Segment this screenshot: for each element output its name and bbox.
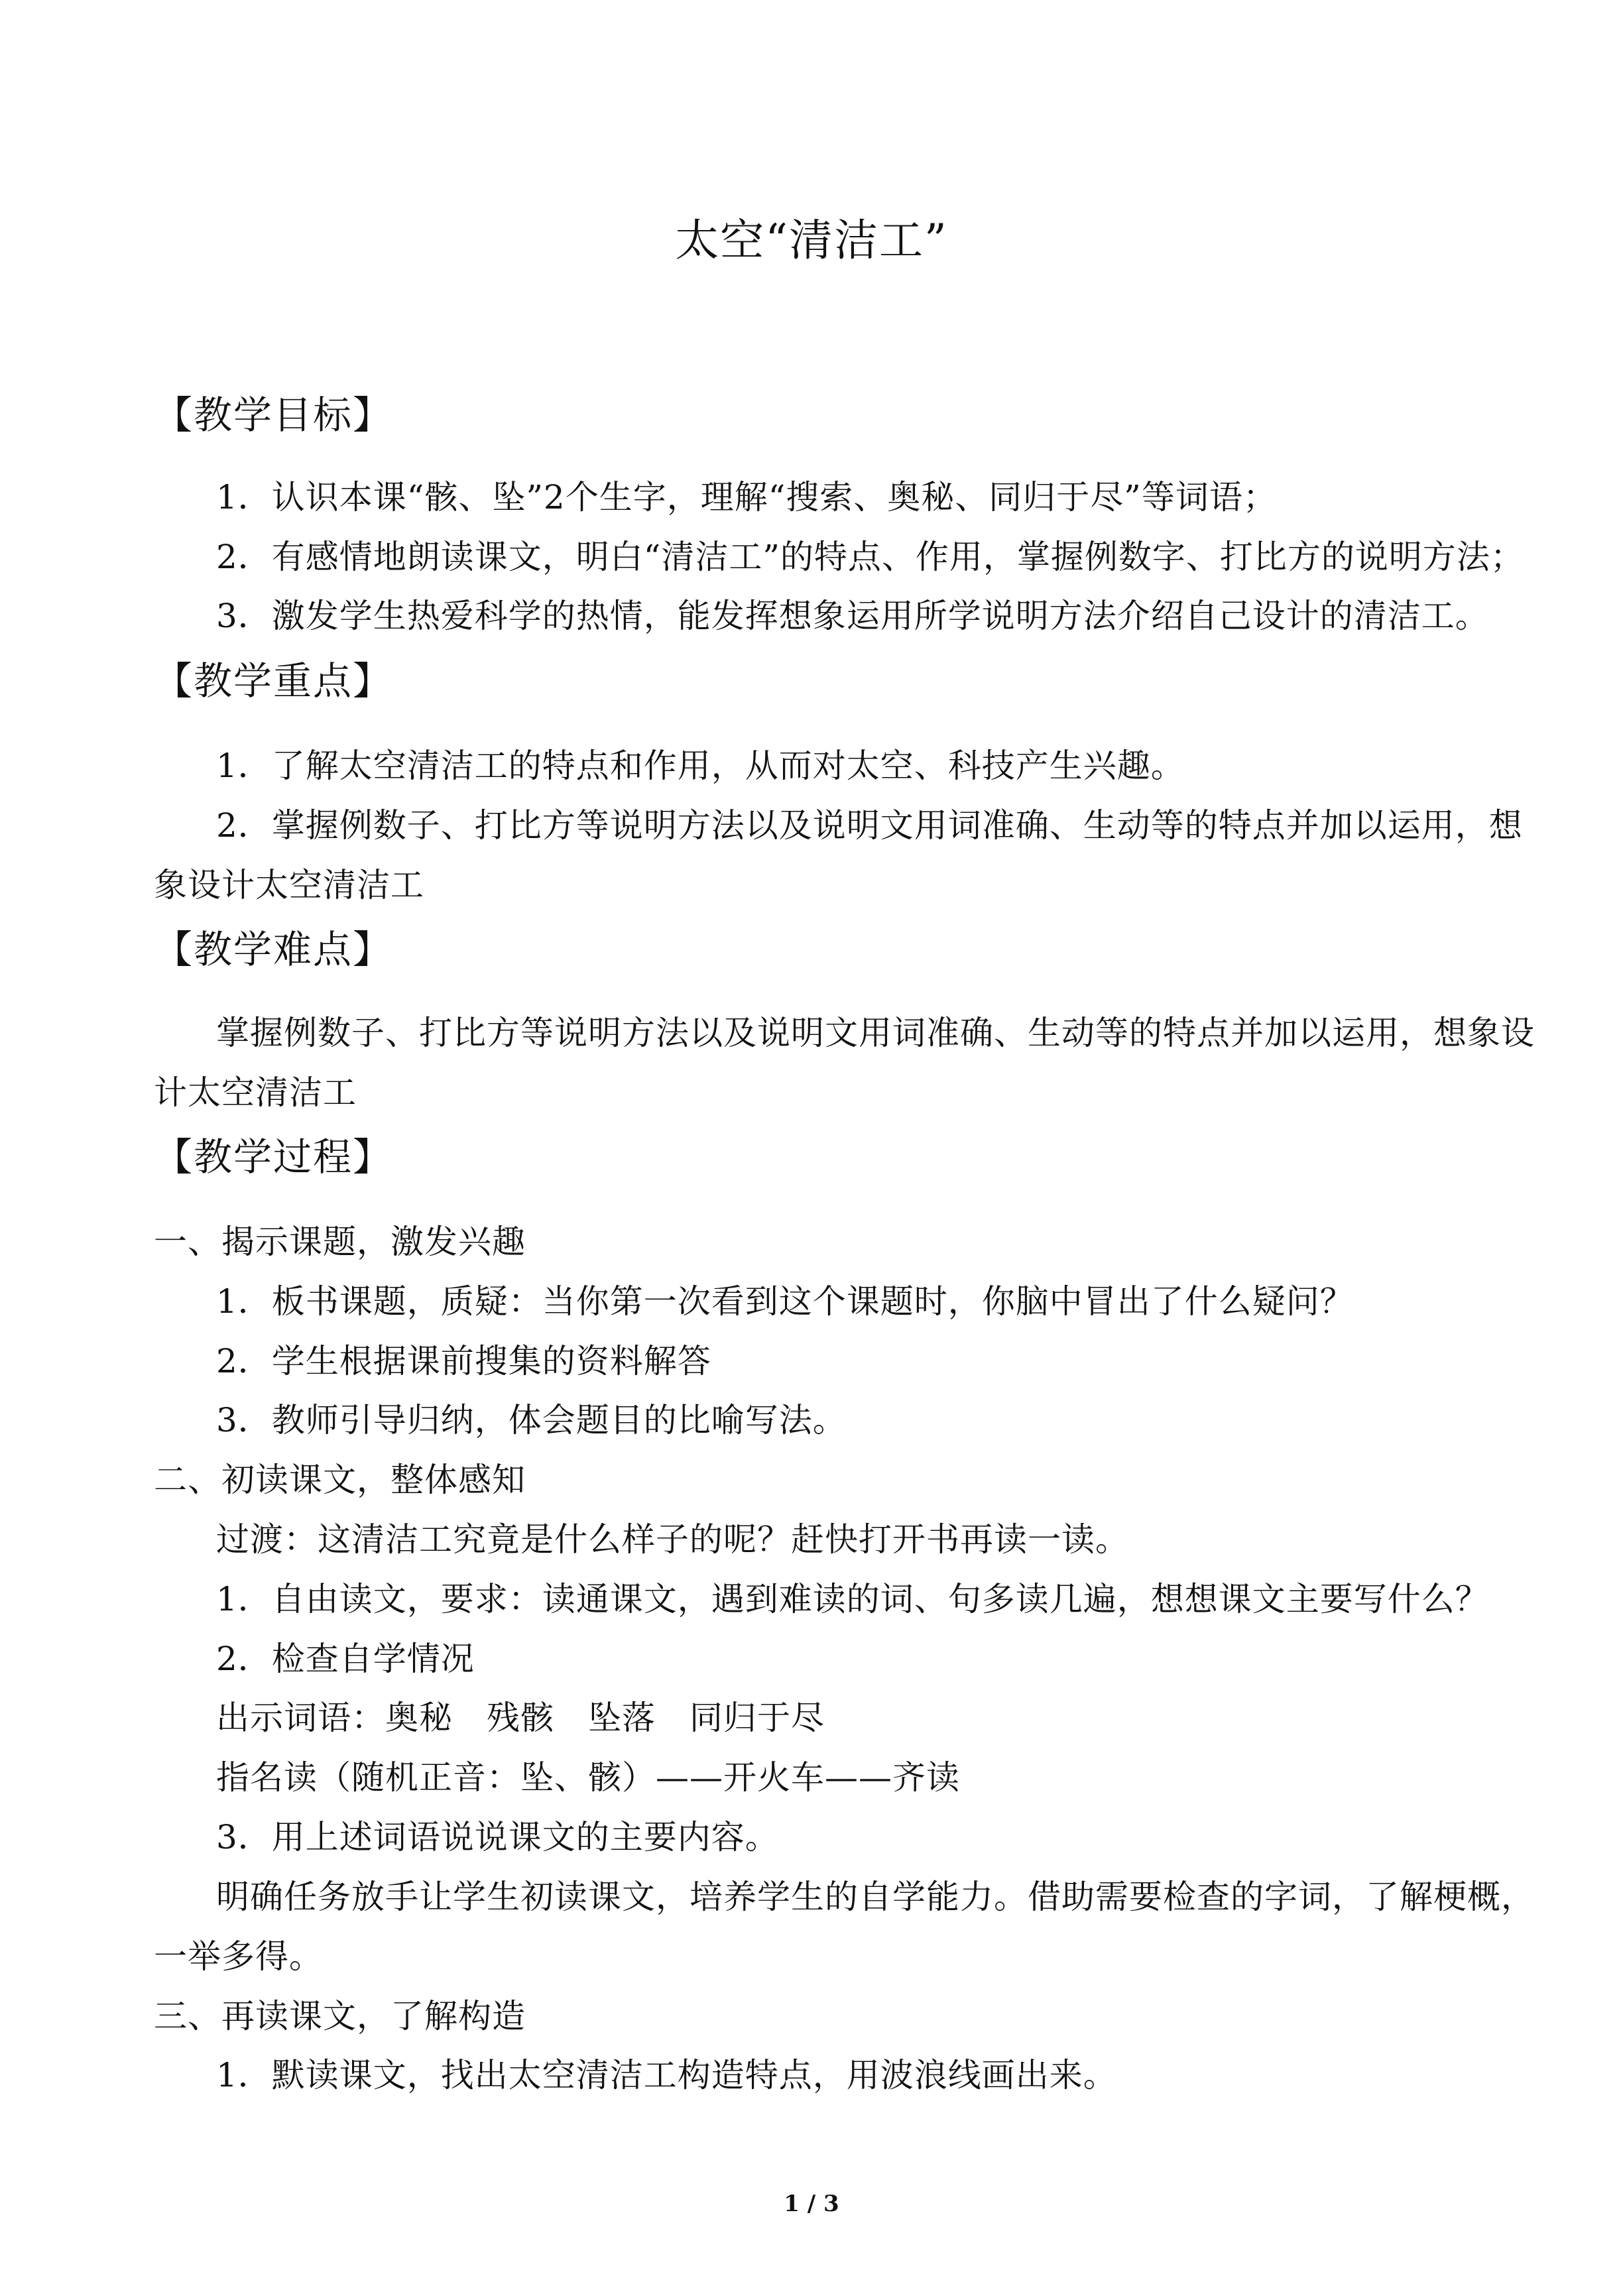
key-item-1: 1．了解太空清洁工的特点和作用，从而对太空、科技产生兴趣。	[216, 747, 1185, 785]
process-line: 明确任务放手让学生初读课文，培养学生的自学能力。借助需要检查的字词，了解梗概，	[216, 1878, 1535, 1916]
process-step-3-heading: 三、再读课文，了解构造	[154, 1997, 526, 2035]
goal-item-1: 1．认识本课“骸、坠”2个生字，理解“搜索、奥秘、同归于尽”等词语；	[216, 478, 1277, 516]
page-number: 1 / 3	[784, 2191, 839, 2217]
difficult-heading: 【教学难点】	[154, 927, 393, 972]
process-line: 指名读（随机正音：坠、骸）——开火车——齐读	[216, 1758, 960, 1797]
key-item-2: 2．掌握例数子、打比方等说明方法以及说明文用词准确、生动等的特点并加以运用，想	[216, 806, 1523, 845]
process-step-1-heading: 一、揭示课题，激发兴趣	[154, 1223, 526, 1261]
key-heading: 【教学重点】	[154, 658, 393, 703]
process-line: 1．板书课题，质疑：当你第一次看到这个课题时，你脑中冒出了什么疑问？	[216, 1282, 1354, 1321]
process-step-2-heading: 二、初读课文，整体感知	[154, 1461, 526, 1499]
process-line: 过渡：这清洁工究竟是什么样子的呢？赶快打开书再读一读。	[216, 1520, 1129, 1559]
goal-item-2: 2．有感情地朗读课文，明白“清洁工”的特点、作用，掌握例数字、打比方的说明方法；	[216, 538, 1524, 576]
process-line: 一举多得。	[154, 1937, 323, 1976]
difficult-item-1: 掌握例数子、打比方等说明方法以及说明文用词准确、生动等的特点并加以运用，想象设	[216, 1014, 1535, 1052]
goal-item-3: 3．激发学生热爱科学的热情，能发挥想象运用所学说明方法介绍自己设计的清洁工。	[216, 597, 1489, 635]
process-line: 2．学生根据课前搜集的资料解答	[216, 1342, 711, 1380]
process-line: 2．检查自学情况	[216, 1640, 475, 1678]
process-line: 3．教师引导归纳，体会题目的比喻写法。	[216, 1401, 847, 1439]
document-title: 太空“清洁工”	[675, 215, 948, 266]
difficult-item-1-cont: 计太空清洁工	[154, 1073, 357, 1112]
process-line: 1．自由读文，要求：读通课文，遇到难读的词、句多读几遍，想想课文主要写什么？	[216, 1580, 1489, 1618]
process-line: 1．默读课文，找出太空清洁工构造特点，用波浪线画出来。	[216, 2056, 1117, 2094]
process-heading: 【教学过程】	[154, 1134, 393, 1179]
process-line: 3．用上述词语说说课文的主要内容。	[216, 1818, 779, 1856]
process-line: 出示词语：奥秘 残骸 坠落 同归于尽	[216, 1699, 825, 1737]
key-item-2-cont: 象设计太空清洁工	[154, 866, 424, 904]
goals-heading: 【教学目标】	[154, 393, 393, 438]
